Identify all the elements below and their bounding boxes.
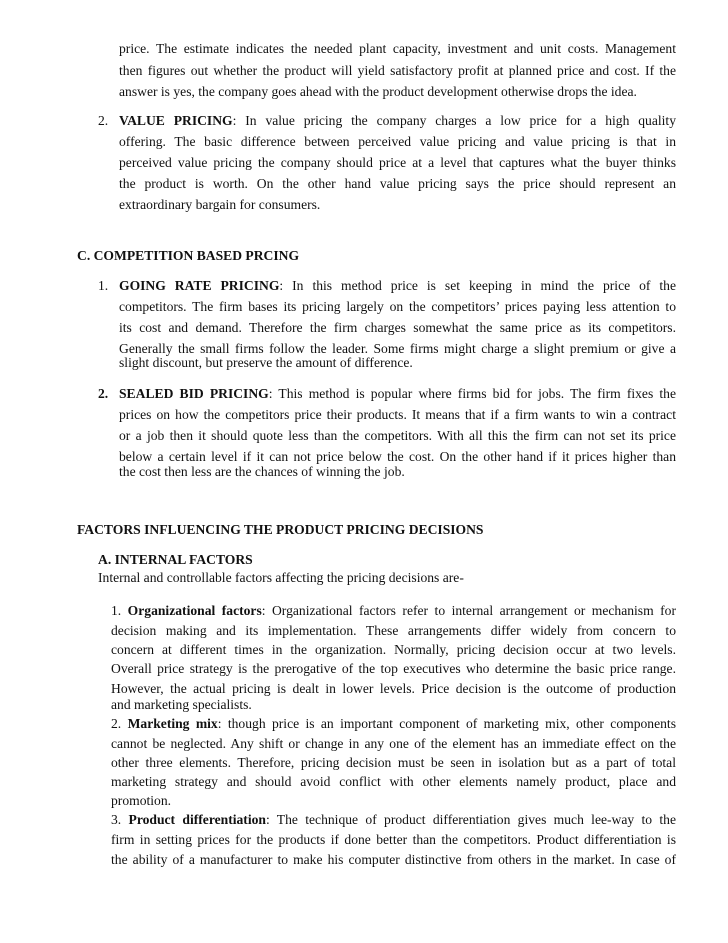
sealed-bid-title: SEALED BID PRICING [119,386,269,401]
list-number: 1. [111,603,122,618]
marketing-mix-line: promotion. [111,793,172,808]
value-pricing-line: offering. The basic difference between perceived value pricing and value pricing is that in [119,134,676,149]
list-number: 2. [98,113,109,128]
continuation-line: answer is yes, the company goes ahead with the product development otherwise drops the idea. [119,84,637,99]
going-rate-line: competitors. The firm bases its pricing largely on the competitors’ prices paying less attention to [119,299,676,314]
marketing-mix-first-line: 2. Marketing mix: though price is an important component of marketing mix, other components [111,716,676,731]
section-heading-factors: FACTORS INFLUENCING THE PRODUCT PRICING DECISIONS [77,522,484,537]
section-heading-competition: C. COMPETITION BASED PRCING [77,248,300,263]
value-pricing-line: the product is worth. On the other hand value pricing says the price should represent an [119,176,676,191]
value-pricing-line: perceived value pricing the company should price at a level that captures what the buyer thinks [119,155,676,170]
internal-intro: Internal and controllable factors affecting the pricing decisions are- [98,570,464,585]
sealed-bid-line: prices on how the competitors price their products. It means that if a firm wants to win a contract [119,407,676,422]
sealed-bid-first-line: SEALED BID PRICING: This method is popular where firms bid for jobs. The firm fixes the [119,386,676,401]
organizational-line: concern at different times in the organization. Normally, pricing decision occur at two levels. [111,642,676,657]
value-pricing-line: extraordinary bargain for consumers. [119,197,321,212]
list-number: 2. [111,716,122,731]
organizational-line: and marketing specialists. [111,697,252,712]
differentiation-line: the ability of a manufacturer to make his computer distinctive from others in the market. In case of [111,852,676,867]
differentiation-line: firm in setting prices for the products if done better than the competitors. Product differentiation is [111,832,676,847]
list-number: 3. [111,812,122,827]
list-number: 1. [98,278,109,293]
going-rate-first-line: GOING RATE PRICING: In this method price is set keeping in mind the price of the [119,278,676,293]
marketing-mix-line: other three elements. Therefore, pricing decision must be seen in isolation but as a part of total [111,755,676,770]
marketing-mix-line: marketing strategy and should avoid conflict with other elements namely product, place and [111,774,676,789]
subsection-heading-internal: A. INTERNAL FACTORS [98,552,253,567]
marketing-mix-line: cannot be neglected. Any shift or change in any one of the element has an immediate effect on the [111,736,676,751]
organizational-line: However, the actual pricing is dealt in lower levels. Price decision is the outcome of production [111,681,676,696]
differentiation-first-line: 3. Product differentiation: The technique of product differentiation gives much lee-way to the [111,812,676,827]
continuation-line: price. The estimate indicates the needed plant capacity, investment and unit costs. Management [119,41,676,56]
organizational-line: decision making and its implementation. These arrangements differ widely from concern to [111,623,676,638]
sealed-bid-line: the cost then less are the chances of winning the job. [119,464,405,479]
going-rate-line: its cost and demand. Therefore the firm charges somewhat the same price as its competitors. [119,320,676,335]
value-pricing-first-line: VALUE PRICING: In value pricing the company charges a low price for a high quality [119,113,676,128]
going-rate-line: slight discount, but preserve the amount of difference. [119,355,413,370]
going-rate-title: GOING RATE PRICING [119,278,280,293]
sealed-bid-line: below a certain level if it can not price below the cost. On the other hand if it prices higher than [119,449,676,464]
list-number: 2. [98,386,109,401]
value-pricing-title: VALUE PRICING [119,113,233,128]
sealed-bid-line: or a job then it should quote less than the competitors. With all this the firm can not set its price [119,428,676,443]
going-rate-line: Generally the small firms follow the leader. Some firms might charge a slight premium or give a [119,341,676,356]
marketing-mix-title: Marketing mix [127,716,218,731]
continuation-line: then figures out whether the product will yield satisfactory profit at planned price and cost. If the [119,63,676,78]
differentiation-title: Product differentiation [128,812,266,827]
organizational-line: Overall price strategy is the prerogative of the top executives who determine the basic price range. [111,661,676,676]
organizational-first-line: 1. Organizational factors: Organizational factors refer to internal arrangement or mechanism for [111,603,676,618]
organizational-title: Organizational factors [127,603,262,618]
